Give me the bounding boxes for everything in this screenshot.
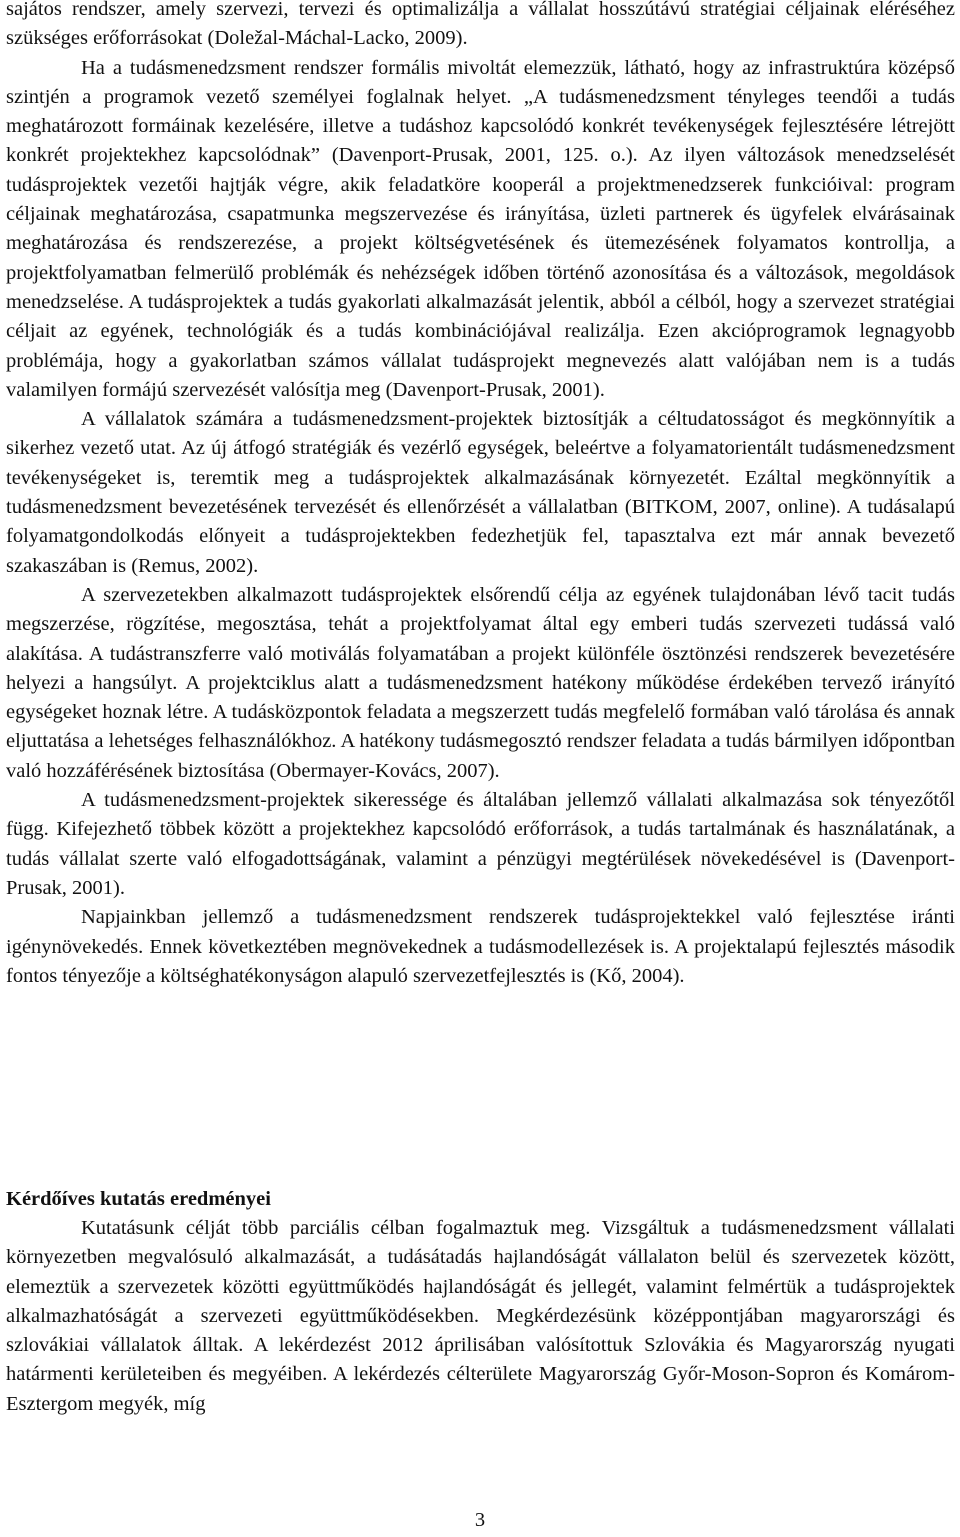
paragraph: Napjainkban jellemző a tudásmenedzsment rendszerek tudásprojektekkel való fejlesztése iránti igénynövekedés. Ennek következtében megnövekednek a tudásmodellezések is. A projektalapú fejlesztés második fontos tényezője a költséghatékonyságon alapuló szervezetfejlesztés is (Kő, 2004). xyxy=(6,906,955,987)
section-body xyxy=(6,1214,955,1419)
paragraph: sajátos rendszer, amely szervezi, tervezi és optimalizálja a vállalat hosszútávú stratégiai céljainak eléréséhez szükséges erőforrásokat (Doležal-Máchal-Lacko, 2009). xyxy=(6,0,955,50)
paragraph: A szervezetekben alkalmazott tudásprojektek elsőrendű célja az egyének tulajdonában lévő tacit tudás megszerzése, rögzítése, megosztása, tehát a projektfolyamat által egy emberi tudás szervezeti tudássá való alakítása. A tudástranszferre való motiválás folyamatában a projekt különféle ösztönzési rendszerek bevezetésére helyezi a hangsúlyt. A projektciklus alatt a tudásmenedzsment hatékony működése érdekében tervező irányító egységeket hoznak létre. A tudásközpontok feladata a megszerzett tudás megfelelő formában való tárolása és annak eljuttatása a lehetséges felhasználókhoz. A hatékony tudásmegosztó rendszer feladata a tudás bármilyen időpontban való hozzáférésének biztosítása (Obermayer-Kovács, 2007). xyxy=(6,583,955,782)
section-heading: Kérdőíves kutatás eredményei xyxy=(6,1188,271,1210)
body-text xyxy=(6,0,955,991)
paragraph: A tudásmenedzsment-projektek sikeressége és általában jellemző vállalati alkalmazása sok tényezőtől függ. Kifejezhető többek között a projektekhez kapcsolódó erőforrások, a tudás tartalmának és használatának, a tudás vállalat szerte való elfogadottságának, valamint a pénzügyi megtérülések növekedésével is (Davenport-Prusak, 2001). xyxy=(6,789,955,899)
paragraph: Ha a tudásmenedzsment rendszer formális mivoltát elemezzük, látható, hogy az infrastruktúra középső szintjén a programok vezető személyei foglalnak helyet. „A tudásmenedzsment tényleges teendői a tudás meghatározott formáinak kezelésére, illetve a tudáshoz kapcsolódó konkrét tevékenységek fejlesztésére létrejött konkrét projektekhez kapcsolódnak” (Davenport-Prusak, 2001, 125. o.). Az ilyen változások menedzselését tudásprojektek vezetői hajtják végre, akik feladatköre kooperál a projektmenedzserek funkcióival: program céljainak meghatározása, csapatmunka megszervezése és irányítása, üzleti partnerek és ügyfelek elvárásainak meghatározása és rendszerezése, a projekt költségvetésének és ütemezésének folyamatos kontrollja, a projektfolyamatban felmerülő problémák és nehézségek időben történő azonosítása és a változások, megoldások menedzselése. A tudásprojektek a tudás gyakorlati alkalmazását jelentik, abból a célból, hogy a szervezet stratégiai céljait az egyének, technológiák és a tudás kombinációjával realizálja. Ezen akcióprogramok legnagyobb problémája, hogy a gyakorlatban számos vállalat tudásprojekt megnevezés alatt valójában nem is a tudás valamilyen formájú szervezését valósítja meg (Davenport-Prusak, 2001). xyxy=(6,56,955,401)
paragraph: Kutatásunk célját több parciális célban fogalmaztuk meg. Vizsgáltuk a tudásmenedzsment vállalati környezetben megvalósuló alkalmazását, a tudásátadás hajlandóságát vállalaton belül és szervezetek között, elemeztük a szervezetek közötti együttműködés hajlandóságát és jellegét, valamint felmértük a tudásprojektek alkalmazhatóságát a szervezeti együttműködésekben. Megkérdezésünk középpontjában magyarországi és szlovákiai vállalatok álltak. A lekérdezést 2012 áprilisában valósítottuk Szlovákia és Magyarország nyugati határmenti kerületeiben és megyéiben. A lekérdezés célterülete Magyarország Győr-Moson-Sopron és Komárom-Esztergom megyék, míg xyxy=(6,1217,955,1415)
paragraph: A vállalatok számára a tudásmenedzsment-projektek biztosítják a céltudatosságot és megkönnyítik a sikerhez vezető utat. Az új átfogó stratégiák és vezérlő egységek, beleértve a folyamatorientált tudásmenedzsment tevékenységeket is, teremtik meg a tudásprojektek alkalmazásának környezetét. Ezáltal megkönnyítik a tudásmenedzsment bevezetésének tervezését és ellenőrzését a vállalatban (BITKOM, 2007, online). A tudásalapú folyamatgondolkodás előnyeit a tudásprojektekben fedezhetjük fel, tapasztalva ezt már annak bevezető szakaszában is (Remus, 2002). xyxy=(6,408,955,577)
page-number: 3 xyxy=(474,1509,486,1531)
